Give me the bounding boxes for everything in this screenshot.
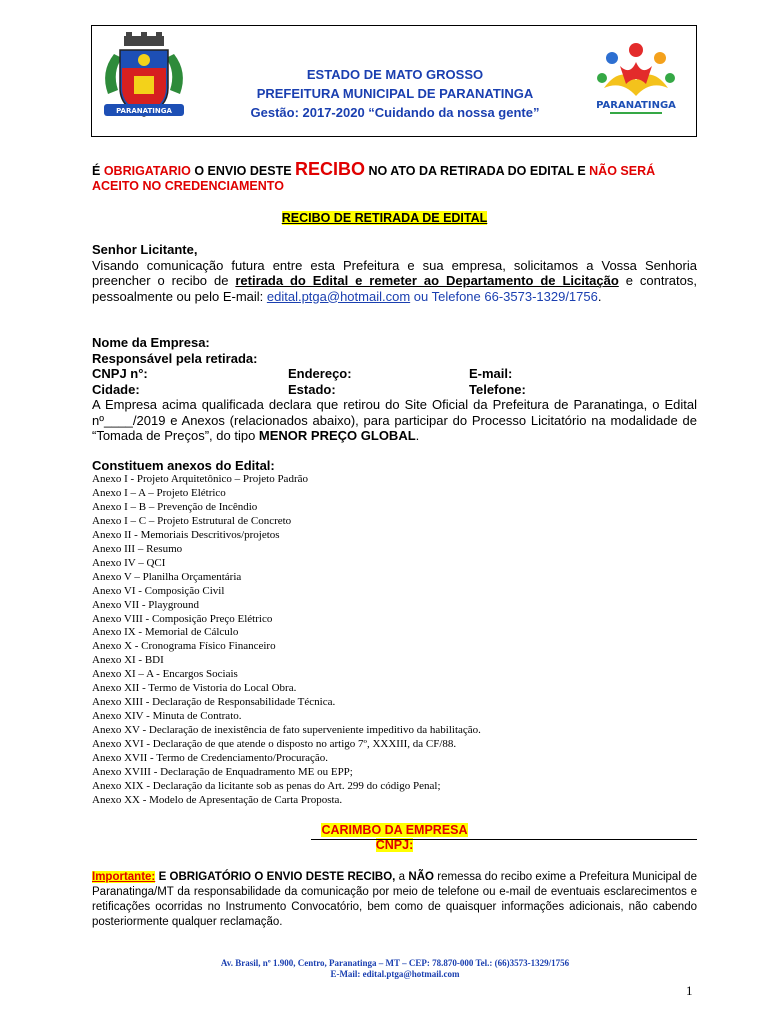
annex-item: Anexo XIX - Declaração da licitante sob as penas do Art. 299 do código Penal;	[92, 779, 441, 792]
header-management: Gestão: 2017-2020 “Cuidando da nossa gente”	[250, 105, 540, 120]
stamp-label: CARIMBO DA EMPRESA	[321, 823, 468, 837]
annex-item: Anexo IX - Memorial de Cálculo	[92, 626, 239, 639]
annex-item: Anexo XIII - Declaração de Responsabilidade Técnica.	[92, 696, 336, 709]
crest-label: PARANATINGA	[116, 107, 172, 115]
header-text	[200, 65, 590, 122]
field-company: Nome da Empresa:	[92, 335, 210, 350]
receipt-title: RECIBO DE RETIRADA DE EDITAL	[281, 211, 488, 225]
annexes-title: Constituem anexos do Edital:	[92, 458, 275, 473]
field-phone: Telefone:	[469, 381, 526, 397]
field-responsible: Responsável pela retirada:	[92, 350, 258, 366]
annex-item: Anexo XII - Termo de Vistoria do Local Obra.	[92, 682, 297, 695]
annex-item: Anexo I – A – Projeto Elétrico	[92, 486, 226, 499]
annex-item: Anexo XI - BDI	[92, 654, 164, 667]
annex-item: Anexo XVIII - Declaração de Enquadramento ME ou EPP;	[92, 766, 353, 779]
footer-address: Av. Brasil, nº 1.900, Centro, Paranatinga – MT – CEP: 78.870-000 Tel.: (66)3573-1329/1756 E-Mail: edital.ptga@hotmail.com	[220, 958, 570, 979]
form-fields	[92, 335, 697, 397]
email-link[interactable]: edital.ptga@hotmail.com	[266, 288, 411, 304]
field-cnpj: CNPJ n°:	[92, 366, 148, 381]
field-address: Endereço:	[288, 366, 352, 381]
annex-item: Anexo XVII - Termo de Credenciamento/Procuração.	[92, 752, 329, 765]
header-state: ESTADO DE MATO GROSSO	[306, 67, 484, 82]
field-email: E-mail:	[469, 366, 513, 381]
annexes-list	[92, 473, 692, 808]
annex-item: Anexo I – B – Prevenção de Incêndio	[92, 500, 258, 513]
annex-item: Anexo XIV - Minuta de Contrato.	[92, 710, 242, 723]
annex-item: Anexo I – C – Projeto Estrutural de Concreto	[92, 514, 292, 527]
stamp-divider	[311, 839, 697, 840]
annex-item: Anexo VII - Playground	[92, 598, 200, 611]
annex-item: Anexo XI – A - Encargos Sociais	[92, 668, 238, 681]
greeting: Senhor Licitante,	[92, 242, 198, 257]
annex-item: Anexo XV - Declaração de inexistência de fato superveniente impeditivo da habilitação.	[92, 724, 481, 737]
annex-item: Anexo III – Resumo	[92, 542, 183, 555]
header-prefecture: PREFEITURA MUNICIPAL DE PARANATINGA	[256, 86, 534, 101]
declaration-paragraph: A Empresa acima qualificada declara que retirou do Site Oficial da Prefeitura de Paranatinga, o Edital nº____/2019 e Anexos (relacionados abaixo), para participar do Processo Licitatório na modalidade de “Tomada de Preços”, do tipo MENOR PREÇO GLOBAL.	[92, 397, 697, 443]
annex-item: Anexo I - Projeto Arquitetônico – Projeto Padrão	[92, 473, 308, 485]
logo-label: PARANATINGA	[596, 100, 676, 111]
paranatinga-logo	[590, 40, 682, 122]
annex-item: Anexo X - Cronograma Físico Financeiro	[92, 640, 276, 653]
company-stamp-area	[312, 823, 477, 853]
annex-item: Anexo V – Planilha Orçamentária	[92, 570, 242, 583]
field-state: Estado:	[288, 381, 336, 397]
annex-item: Anexo II - Memoriais Descritivos/projetos	[92, 528, 280, 541]
annex-item: Anexo XX - Modelo de Apresentação de Carta Proposta.	[92, 793, 343, 806]
important-notice: Importante: E OBRIGATÓRIO O ENVIO DESTE RECIBO, a NÃO remessa do recibo exime a Prefeitura Municipal de Paranatinga/MT da responsabilidade da comunicação por meio de telefone ou e-mail de eventuais esclarecimentos e retificações ocorridas no Instrumento Convocatório, bem como de quaisquer informações adicionais, não cabendo posteriormente qualquer reclamação.	[92, 871, 697, 928]
annex-item: Anexo XVI - Declaração de que atende o disposto no artigo 7º, XXXIII, da CF/88.	[92, 738, 457, 751]
municipal-crest-logo	[96, 32, 192, 128]
stamp-cnpj-label: CNPJ:	[375, 838, 414, 852]
annex-item: Anexo VIII - Composição Preço Elétrico	[92, 612, 273, 625]
annex-item: Anexo IV – QCI	[92, 556, 166, 569]
field-city: Cidade:	[92, 381, 140, 397]
page-number: 1	[686, 983, 693, 998]
annex-item: Anexo VI - Composição Civil	[92, 584, 225, 597]
intro-paragraph: Senhor Licitante, Visando comunicação futura entre esta Prefeitura e sua empresa, solicitamos a Vossa Senhoria preencher o recibo de retirada do Edital e remeter ao Departamento de Licitação e contratos, pessoalmente ou pelo E-mail: edital.ptga@hotmail.com ou Telefone 66-3573-1329/1756.	[92, 242, 697, 304]
mandatory-warning: É OBRIGATARIO O ENVIO DESTE RECIBO NO ATO DA RETIRADA DO EDITAL E NÃO SERÁ ACEITO NO CREDENCIAMENTO	[92, 159, 656, 193]
